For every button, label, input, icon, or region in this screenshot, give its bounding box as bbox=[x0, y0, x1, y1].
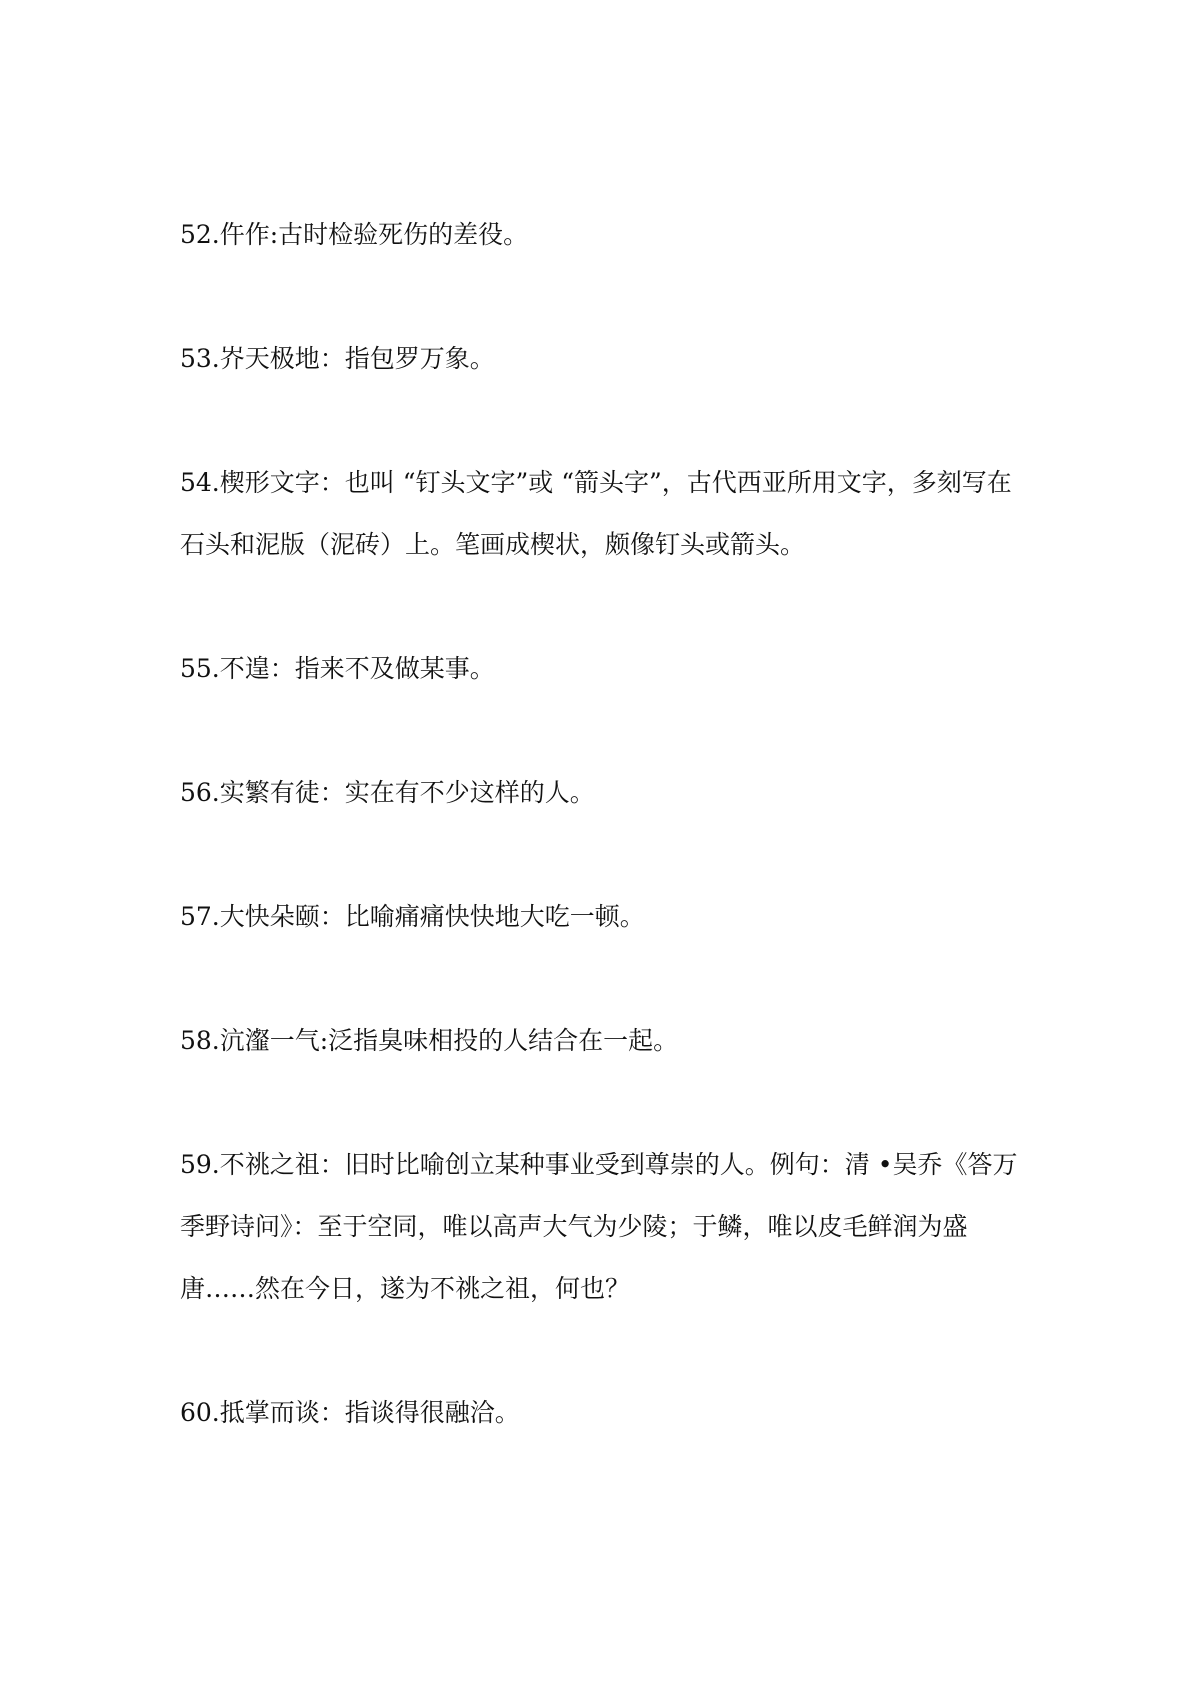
entry-53: 53.岕天极地：指包罗万象。 bbox=[180, 344, 495, 373]
entry-56: 56.实繁有徒：实在有不少这样的人。 bbox=[180, 778, 595, 807]
entry-60: 60.抵掌而谈：指谈得很融洽。 bbox=[180, 1398, 520, 1427]
entry-54: 54.楔形文字：也叫 “钉头文字”或 “箭头字”，古代西亚所用文字，多刻写在石头和泥版（泥砖）上。笔画成楔状，颇像钉头或箭头。 bbox=[180, 468, 1012, 559]
entry-57: 57.大快朵颐：比喻痛痛快快地大吃一顿。 bbox=[180, 902, 645, 931]
entry-52: 52.仵作:古时检验死伤的差役。 bbox=[180, 220, 529, 249]
entry-58: 58.沆瀣一气:泛指臭味相投的人结合在一起。 bbox=[180, 1026, 679, 1055]
entry-59: 59.不祧之祖：旧时比喻创立某种事业受到尊崇的人。例句：清 •吴乔《答万季野诗问》：至于空同，唯以高声大气为少陵；于鳞，唯以皮毛鲜润为盛唐……然在今日，遂为不祧之祖，何也？ bbox=[180, 1150, 1018, 1303]
entry-55: 55.不遑：指来不及做某事。 bbox=[180, 654, 495, 683]
